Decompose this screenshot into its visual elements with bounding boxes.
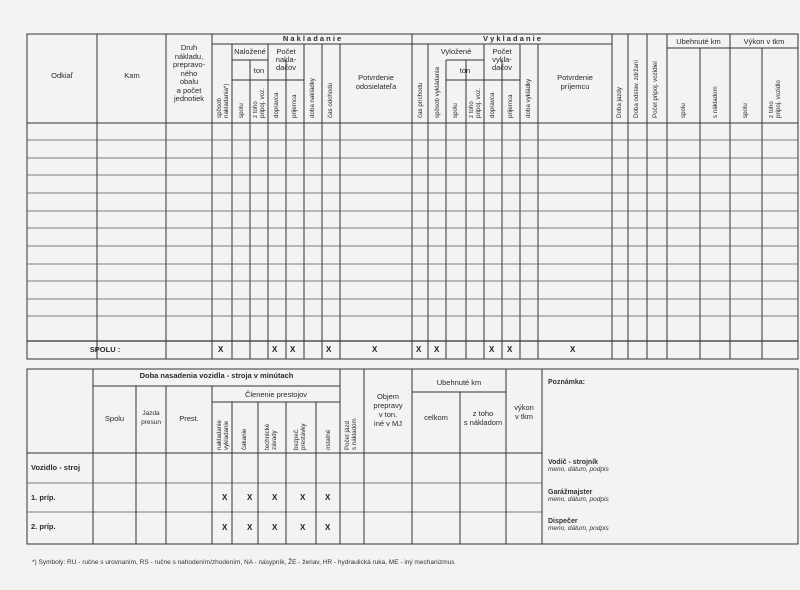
col-sposob-vykladania: spôsob vykládania	[434, 67, 441, 118]
row2-x: X	[247, 523, 253, 532]
col-ton: ton	[253, 66, 265, 75]
col-vykon-spolu: spolu	[742, 103, 749, 118]
row2-x: X	[222, 523, 228, 532]
col-ubehnute-km: Ubehnuté km	[676, 37, 721, 46]
col-pocet-vykladacov: Počet vykla- dačov	[491, 47, 512, 72]
col-nakl-prijemca: prijemca	[291, 94, 298, 118]
col-vykon-z-toho: z toho pripoj. vozidlo	[768, 80, 782, 118]
col-cas-odchodu: čas odchodu	[327, 82, 334, 118]
col-odkial: Odkiaľ	[51, 71, 73, 80]
row1-x: X	[325, 493, 331, 502]
group-vykladanie: V y k l a d a n i e	[483, 34, 541, 43]
col-technicke-zavady: technické závady	[264, 423, 278, 450]
col-potvrdenie-prijemcu: Potvrdenie príjemcu	[557, 73, 593, 91]
group-nakladanie: N a k l a d a n i e	[282, 34, 342, 43]
col-druh: Druh nákladu, prepravo- ného obalu a počet jednotiek	[172, 43, 206, 103]
col-vykon-tkm: Výkon v tkm	[743, 37, 785, 46]
spolu-x: X	[372, 345, 378, 354]
group-doba-nasadenia: Doba nasadenia vozidla - stroja v minútach	[139, 371, 294, 380]
poznamka-label: Poznámka:	[548, 379, 585, 386]
col-pocet-nakladacov: Počet nakla- dačov	[275, 47, 297, 72]
col-nakladanie-vykladanie: nakladanie vykladanie	[216, 420, 230, 450]
row2-x: X	[300, 523, 306, 532]
col-prest: Prest.	[179, 414, 199, 423]
col-vyl-ton: ton	[459, 66, 471, 75]
col-doba-jazdy: Doba jazdy	[616, 87, 623, 118]
col-bt-vykon-tkm: výkon v tkm	[514, 403, 534, 421]
col-jazda-presun: Jazda presun	[141, 410, 161, 426]
col-celkom: celkom	[424, 413, 448, 422]
col-bt-spolu: Spolu	[104, 414, 125, 423]
spolu-row-label: SPOLU :	[89, 345, 121, 354]
spolu-x: X	[416, 345, 422, 354]
col-vylozene-z-toho: z toho pripoj. voz.	[468, 88, 482, 118]
spolu-x: X	[570, 345, 576, 354]
col-bezpec-prestavky: bezpeč. prestávky	[293, 423, 307, 450]
col-doba-nakladky: doba nakládky	[309, 78, 316, 118]
signature-vodic: Vodič - strojník meno, dátum, podpis	[548, 459, 609, 473]
group-clenenie-prestojov: Členenie prestojov	[244, 390, 308, 399]
col-pocet-prip: Počet pripoj. vozidiel	[652, 61, 659, 118]
spolu-x: X	[507, 345, 513, 354]
row1-x: X	[272, 493, 278, 502]
spolu-x: X	[489, 345, 495, 354]
row2-x: X	[325, 523, 331, 532]
col-pocet-jazd: Počet jázd s nákladom	[344, 418, 358, 450]
col-nalozene-z-toho: z toho pripoj. voz.	[252, 88, 266, 118]
row2-x: X	[272, 523, 278, 532]
spolu-x: X	[326, 345, 332, 354]
col-doba-odstav: Doba odstav. zdržaní	[633, 59, 640, 118]
col-doba-vykladky: doba vykládky	[525, 78, 532, 118]
col-vykl-prijemca: prijemca	[507, 94, 514, 118]
col-nalozene-spolu: spolu	[238, 103, 245, 118]
col-ubehnute-spolu: spolu	[680, 103, 687, 118]
spolu-x: X	[218, 345, 224, 354]
col-vylozene-spolu: spolu	[452, 103, 459, 118]
footnote: *) Symboly: RU - ručne s urovnaním, RS - ručne s nahodením/zhodením, NA - násypník, ŽE - žeriav, HR - hydraulická ruka, ME - iný mechanizmus	[32, 559, 455, 566]
row1-x: X	[300, 493, 306, 502]
col-cas-prichodu: čas príchodu	[417, 82, 424, 118]
signature-garazmajster: Garážmajster meno, dátum, podpis	[548, 489, 609, 503]
signature-dispecer: Dispečer meno, dátum, podpis	[548, 518, 609, 532]
col-kam: Kam	[124, 71, 140, 80]
spolu-x: X	[272, 345, 278, 354]
col-sposob-nakladania: spôsob nakladania*)	[216, 83, 230, 118]
spolu-x: X	[290, 345, 296, 354]
col-bt-ubehnute-km: Ubehnuté km	[436, 378, 482, 387]
row-2-prip: 2. príp.	[31, 522, 56, 531]
col-z-toho-s-nakladom: z toho s nákladom	[463, 409, 503, 427]
col-cakanie: čakanie	[241, 428, 248, 450]
row1-x: X	[222, 493, 228, 502]
row-vozidlo-stroj: Vozidlo - stroj	[31, 463, 81, 472]
spolu-x: X	[434, 345, 440, 354]
row-1-prip: 1. príp.	[31, 493, 56, 502]
col-potvrdenie-odosielatela: Potvrdenie odosielateľa	[355, 73, 397, 91]
col-nakl-dopravca: dopravca	[273, 92, 280, 118]
col-vykl-dopravca: dopravca	[489, 92, 496, 118]
col-ostatne: ostatné	[325, 429, 332, 450]
col-vylozene: Vyložené	[440, 47, 472, 56]
col-nalozene: Naložené	[234, 47, 266, 56]
col-ubehnute-s-nakladom: s nákladom	[712, 86, 719, 118]
col-objem-prepravy: Objem prepravy v ton. iné v MJ	[373, 392, 403, 428]
row1-x: X	[247, 493, 253, 502]
